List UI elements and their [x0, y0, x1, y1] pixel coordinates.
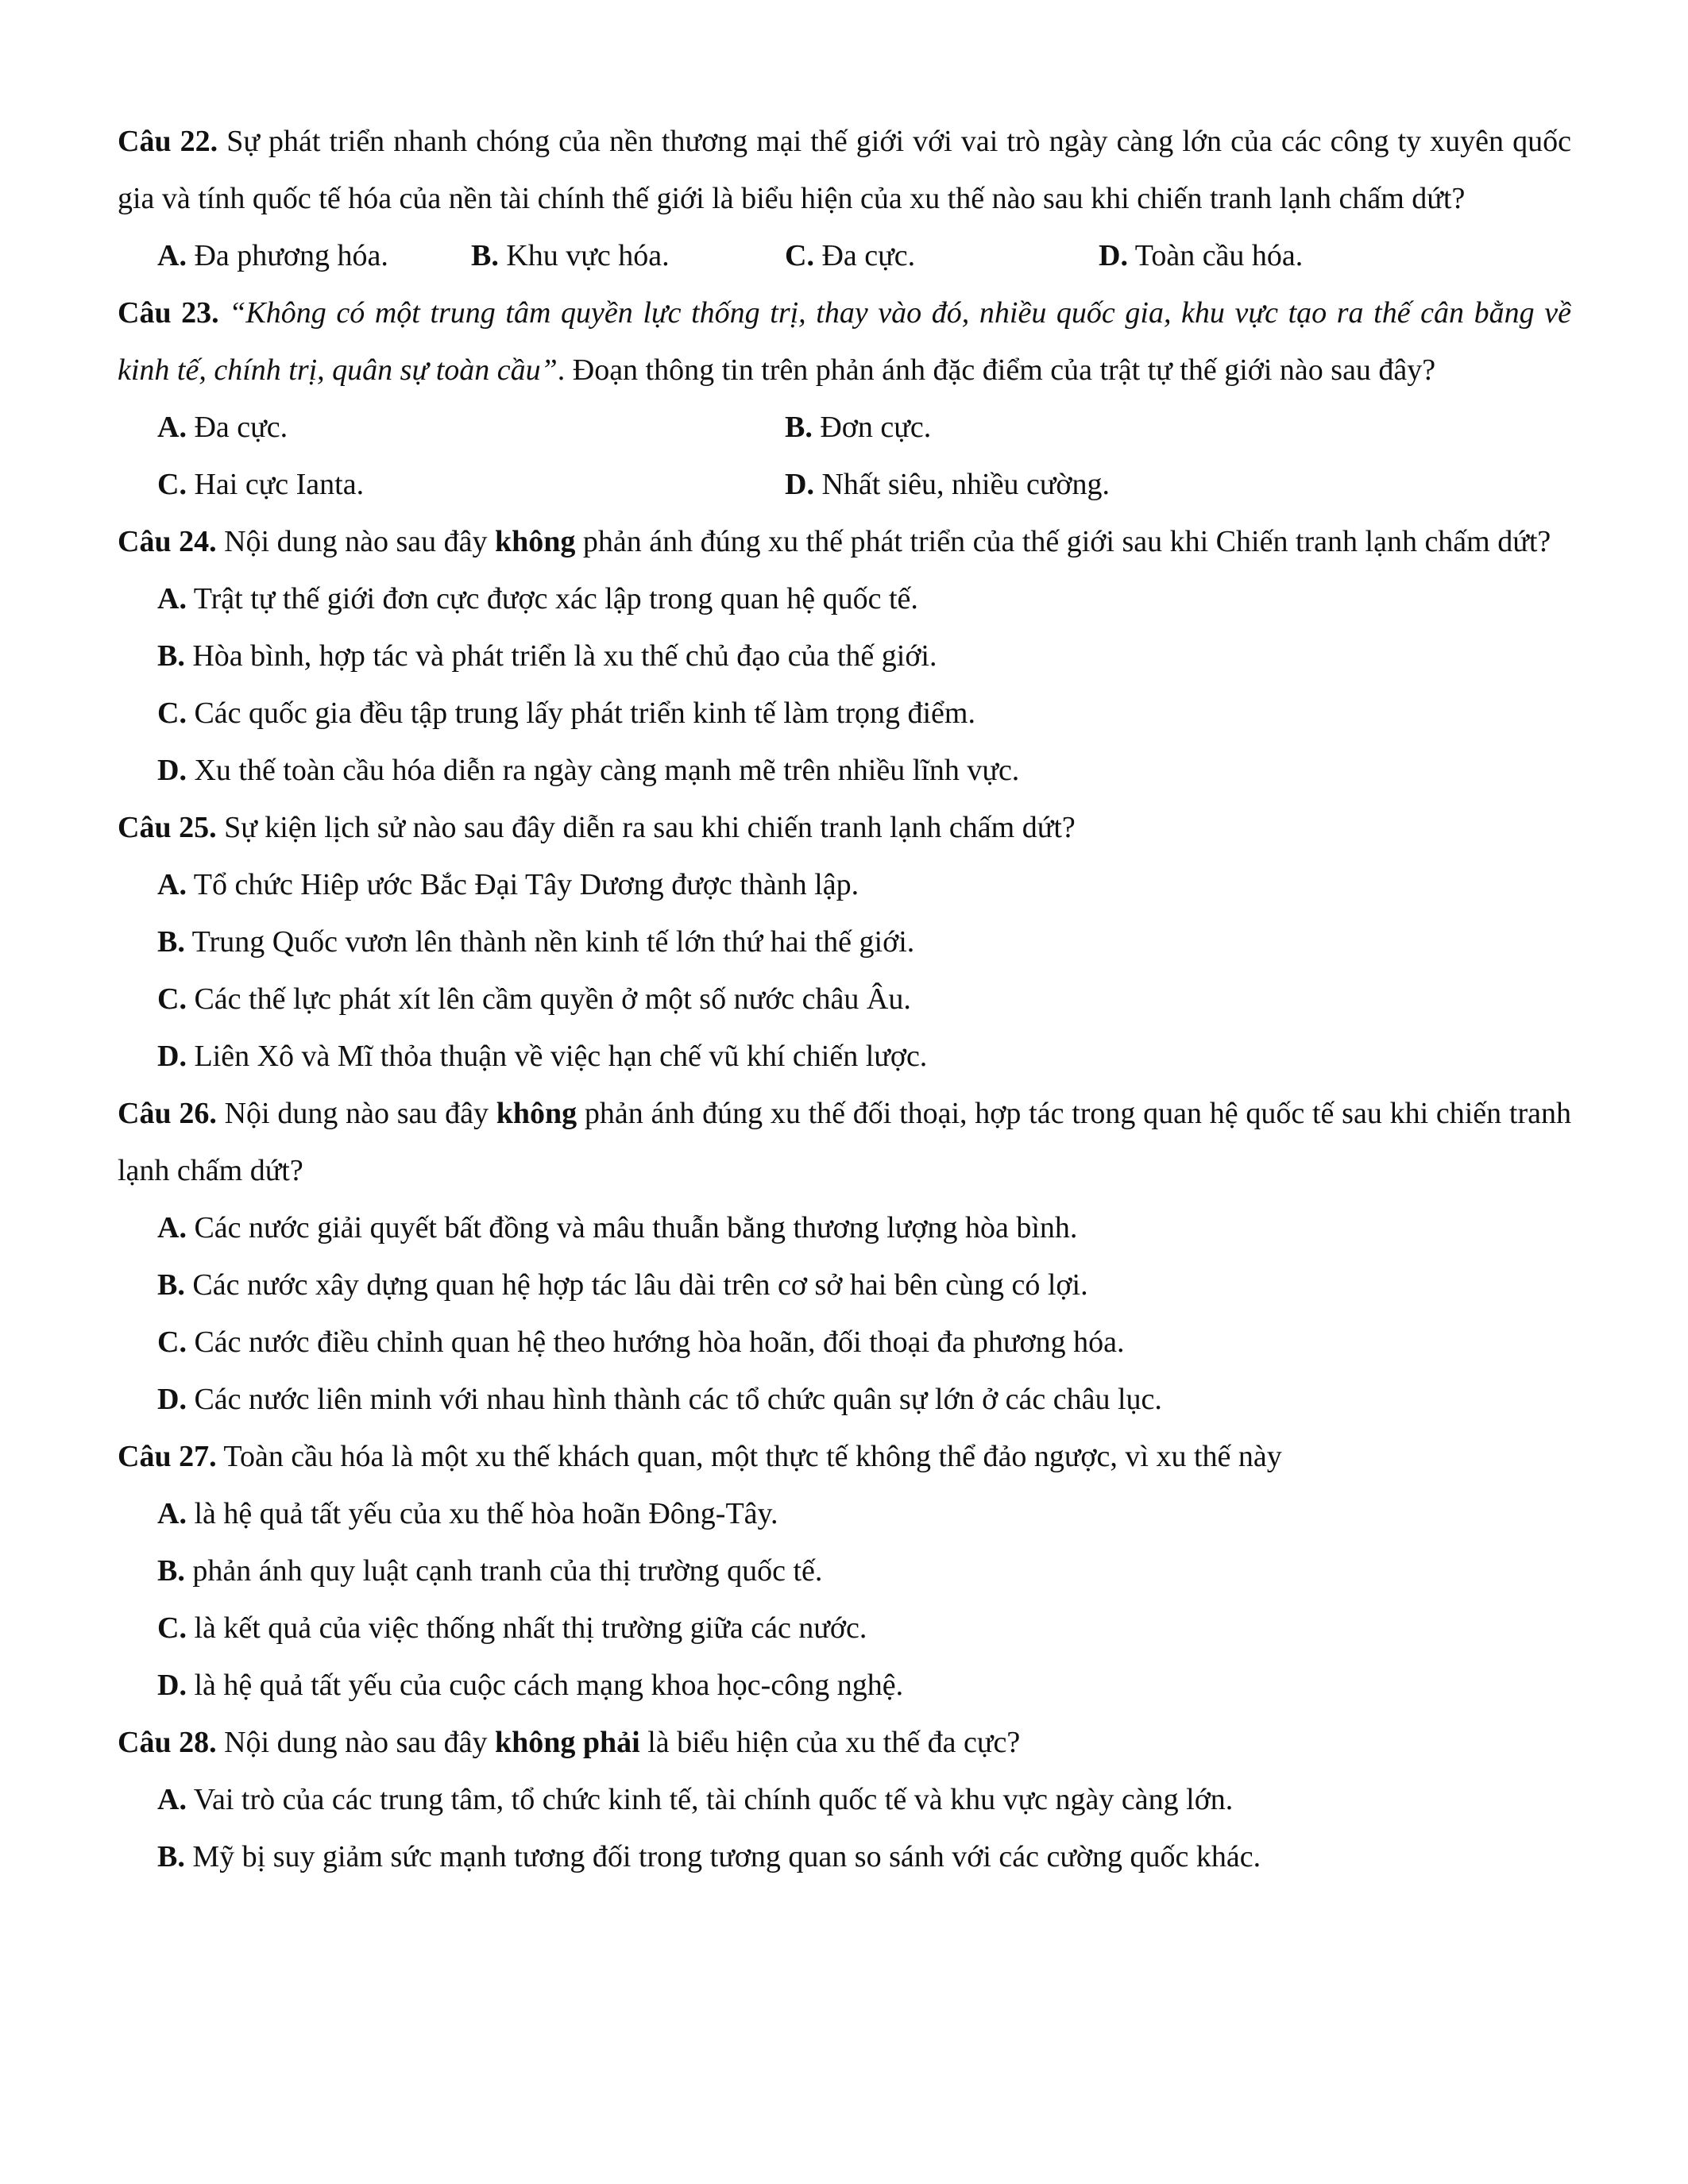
question-25: [118, 799, 1571, 1085]
option-a: [118, 1199, 1571, 1256]
option-b: [471, 227, 785, 284]
option-text: Nhất siêu, nhiều cường.: [813, 468, 1111, 501]
question-text: là biểu hiện của xu thế đa cực?: [639, 1726, 1021, 1759]
option-text: Xu thế toàn cầu hóa diễn ra ngày càng mạnh mẽ trên nhiều lĩnh vực.: [186, 754, 1020, 787]
option-text: Đa cực.: [186, 411, 288, 444]
option-letter: D.: [157, 754, 187, 787]
option-b: [118, 1828, 1571, 1885]
question-stem: [118, 513, 1571, 570]
option-letter: C.: [157, 982, 187, 1016]
question-stem: [118, 284, 1571, 399]
option-a: [118, 1771, 1571, 1828]
option-letter: C.: [785, 239, 814, 272]
option-letter: C.: [157, 468, 187, 501]
question-stem: [118, 1428, 1571, 1485]
options-row: [118, 227, 1571, 284]
option-letter: B.: [157, 639, 185, 673]
question-text: . Đoạn thông tin trên phản ánh đặc điểm của trật tự thế giới nào sau đây?: [557, 353, 1436, 387]
option-text: Các nước xây dựng quan hệ hợp tác lâu dài trên cơ sở hai bên cùng có lợi.: [184, 1268, 1088, 1302]
option-text: là kết quả của việc thống nhất thị trường giữa các nước.: [186, 1611, 867, 1645]
question-28: [118, 1714, 1571, 1885]
option-letter: A.: [157, 411, 187, 444]
question-26: [118, 1085, 1571, 1428]
question-24: [118, 513, 1571, 799]
question-stem: [118, 1085, 1571, 1199]
option-text: Đa phương hóa.: [186, 239, 388, 272]
option-letter: D.: [1099, 239, 1128, 272]
question-text: Nội dung nào sau đây: [216, 1726, 495, 1759]
option-text: là hệ quả tất yếu của xu thế hòa hoãn Đông-Tây.: [186, 1497, 778, 1530]
option-b: [785, 399, 1412, 456]
option-a: [118, 856, 1571, 913]
option-text: Mỹ bị suy giảm sức mạnh tương đối trong tương quan so sánh với các cường quốc khác.: [184, 1840, 1261, 1873]
option-letter: B.: [785, 411, 813, 444]
option-d: [1099, 227, 1303, 284]
option-text: Đa cực.: [813, 239, 916, 272]
option-letter: C.: [157, 1325, 187, 1359]
option-a: [118, 1485, 1571, 1542]
option-d: [118, 742, 1571, 799]
option-letter: B.: [157, 1840, 185, 1873]
option-text: Khu vực hóa.: [498, 239, 670, 272]
option-letter: B.: [157, 1554, 185, 1588]
question-number: Câu 28.: [118, 1726, 217, 1759]
option-text: Các nước điều chỉnh quan hệ theo hướng hòa hoãn, đối thoại đa phương hóa.: [186, 1325, 1125, 1359]
option-letter: B.: [157, 925, 185, 959]
option-c: [118, 685, 1571, 742]
option-text: Vai trò của các trung tâm, tổ chức kinh tế, tài chính quốc tế và khu vực ngày càng lớn.: [186, 1783, 1234, 1816]
document-page: [118, 113, 1571, 1885]
question-23: [118, 284, 1571, 513]
question-text: Sự kiện lịch sử nào sau đây diễn ra sau khi chiến tranh lạnh chấm dứt?: [216, 811, 1076, 844]
question-number: Câu 26.: [118, 1097, 217, 1130]
option-b: [118, 1542, 1571, 1599]
option-text: Tổ chức Hiêp ước Bắc Đại Tây Dương được thành lập.: [186, 868, 859, 901]
question-stem: [118, 1714, 1571, 1771]
question-text: Toàn cầu hóa là một xu thế khách quan, một thực tế không thể đảo ngược, vì xu thế này: [216, 1440, 1282, 1473]
option-text: Liên Xô và Mĩ thỏa thuận về việc hạn chế vũ khí chiến lược.: [186, 1040, 928, 1073]
question-number: Câu 22.: [118, 125, 218, 158]
option-text: Hai cực Ianta.: [186, 468, 365, 501]
option-text: Trật tự thế giới đơn cực được xác lập trong quan hệ quốc tế.: [186, 582, 918, 615]
question-22: [118, 113, 1571, 284]
option-text: Trung Quốc vươn lên thành nền kinh tế lớn thứ hai thế giới.: [184, 925, 915, 959]
option-letter: A.: [157, 868, 187, 901]
question-text: Sự phát triển nhanh chóng của nền thương mại thế giới với vai trò ngày càng lớn của các công ty xuyên quốc gia và tính quốc tế hóa của nền tài chính thế giới là biểu hiện của xu thế nào sau khi chiến tranh lạnh chấm dứt?: [118, 125, 1571, 215]
option-text: Hòa bình, hợp tác và phát triển là xu thế chủ đạo của thế giới.: [184, 639, 937, 673]
option-text: Đơn cực.: [812, 411, 932, 444]
option-c: [785, 227, 1099, 284]
question-27: [118, 1428, 1571, 1714]
question-number: Câu 27.: [118, 1440, 217, 1473]
question-text: Nội dung nào sau đây: [216, 1097, 496, 1130]
option-text: Các quốc gia đều tập trung lấy phát triển kinh tế làm trọng điểm.: [186, 696, 975, 730]
option-letter: C.: [157, 696, 187, 730]
question-text: phản ánh đúng xu thế đối thoại, hợp tác trong quan hệ quốc tế sau khi chiến tranh lạnh chấm dứt?: [118, 1097, 1571, 1187]
option-letter: D.: [157, 1040, 187, 1073]
option-text: là hệ quả tất yếu của cuộc cách mạng khoa học-công nghệ.: [186, 1669, 904, 1702]
question-emphasis: không: [496, 1097, 577, 1130]
option-text: Toàn cầu hóa.: [1127, 239, 1304, 272]
option-d: [118, 1657, 1571, 1714]
question-text: phản ánh đúng xu thế phát triển của thế giới sau khi Chiến tranh lạnh chấm dứt?: [575, 525, 1551, 558]
question-stem: [118, 113, 1571, 227]
option-letter: B.: [157, 1268, 185, 1302]
option-c: [157, 456, 785, 513]
question-emphasis: không: [494, 525, 576, 558]
option-letter: D.: [785, 468, 814, 501]
option-a: [118, 570, 1571, 627]
option-letter: A.: [157, 1497, 187, 1530]
option-letter: D.: [157, 1669, 187, 1702]
option-text: Các nước liên minh với nhau hình thành các tổ chức quân sự lớn ở các châu lục.: [186, 1383, 1162, 1416]
options-row: [118, 456, 1571, 513]
option-c: [118, 970, 1571, 1028]
option-text: phản ánh quy luật cạnh tranh của thị trường quốc tế.: [184, 1554, 823, 1588]
option-c: [118, 1314, 1571, 1371]
question-stem: [118, 799, 1571, 856]
option-letter: C.: [157, 1611, 187, 1645]
option-c: [118, 1599, 1571, 1657]
option-letter: A.: [157, 1783, 187, 1816]
question-quote: “Không có một trung tâm quyền lực thống trị, thay vào đó, nhiều quốc gia, khu vực tạo ra thế cân bằng về kinh tế, chính trị, quân sự toàn cầu”: [118, 296, 1571, 387]
option-a: [157, 227, 471, 284]
option-b: [118, 627, 1571, 685]
option-d: [785, 456, 1412, 513]
question-emphasis: không phải: [494, 1726, 640, 1759]
option-letter: A.: [157, 582, 187, 615]
option-d: [118, 1371, 1571, 1428]
question-number: Câu 23.: [118, 296, 219, 330]
question-number: Câu 24.: [118, 525, 217, 558]
option-letter: B.: [471, 239, 499, 272]
option-text: Các nước giải quyết bất đồng và mâu thuẫn bằng thương lượng hòa bình.: [186, 1211, 1078, 1244]
option-letter: A.: [157, 1211, 187, 1244]
option-text: Các thế lực phát xít lên cầm quyền ở một số nước châu Âu.: [186, 982, 911, 1016]
option-letter: A.: [157, 239, 187, 272]
option-a: [157, 399, 785, 456]
option-letter: D.: [157, 1383, 187, 1416]
question-number: Câu 25.: [118, 811, 217, 844]
question-text: Nội dung nào sau đây: [216, 525, 495, 558]
option-b: [118, 1256, 1571, 1314]
option-b: [118, 913, 1571, 970]
options-row: [118, 399, 1571, 456]
option-d: [118, 1028, 1571, 1085]
